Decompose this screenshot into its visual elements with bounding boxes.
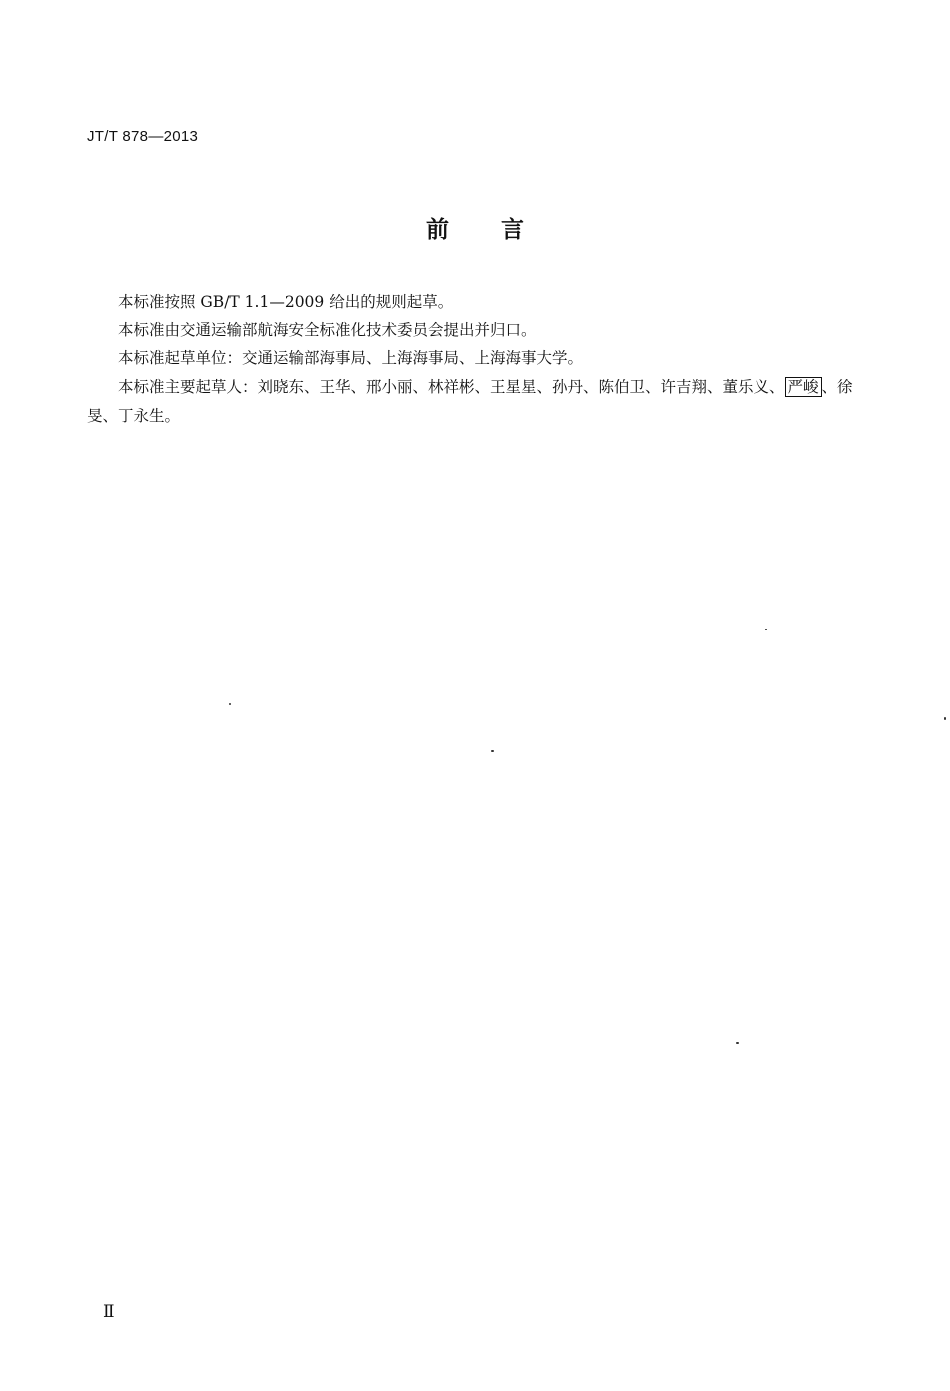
- page-title-part2: 言: [501, 217, 524, 243]
- drafters-list-start: 本标准主要起草人：刘晓东、王华、邢小丽、林祥彬、王星星、孙丹、陈伯卫、许吉翔、董乐义、: [118, 378, 785, 396]
- paragraph-drafting-units: 本标准起草单位：交通运输部海事局、上海海事局、上海海事大学。: [118, 349, 584, 367]
- drafter-boxed-name: 严峻: [785, 377, 822, 397]
- scan-speck: [736, 1042, 739, 1044]
- page-number: Ⅱ: [103, 1302, 115, 1322]
- scan-speck: [944, 717, 946, 720]
- page-title-part1: 前: [426, 217, 449, 243]
- paragraph-drafting-rules: 本标准按照 GB/T 1.1—2009 给出的规则起草。: [118, 293, 454, 311]
- paragraph-drafters: [87, 373, 867, 430]
- scan-speck: [765, 629, 767, 630]
- paragraph-proposer: 本标准由交通运输部航海安全标准化技术委员会提出并归口。: [118, 321, 537, 339]
- scan-speck: [229, 703, 231, 705]
- drafters-list-end: 、徐旻、丁永生。: [87, 378, 853, 425]
- page-title: [0, 211, 950, 244]
- standard-code: JT/T 878—2013: [87, 128, 199, 145]
- scan-speck: [491, 750, 494, 752]
